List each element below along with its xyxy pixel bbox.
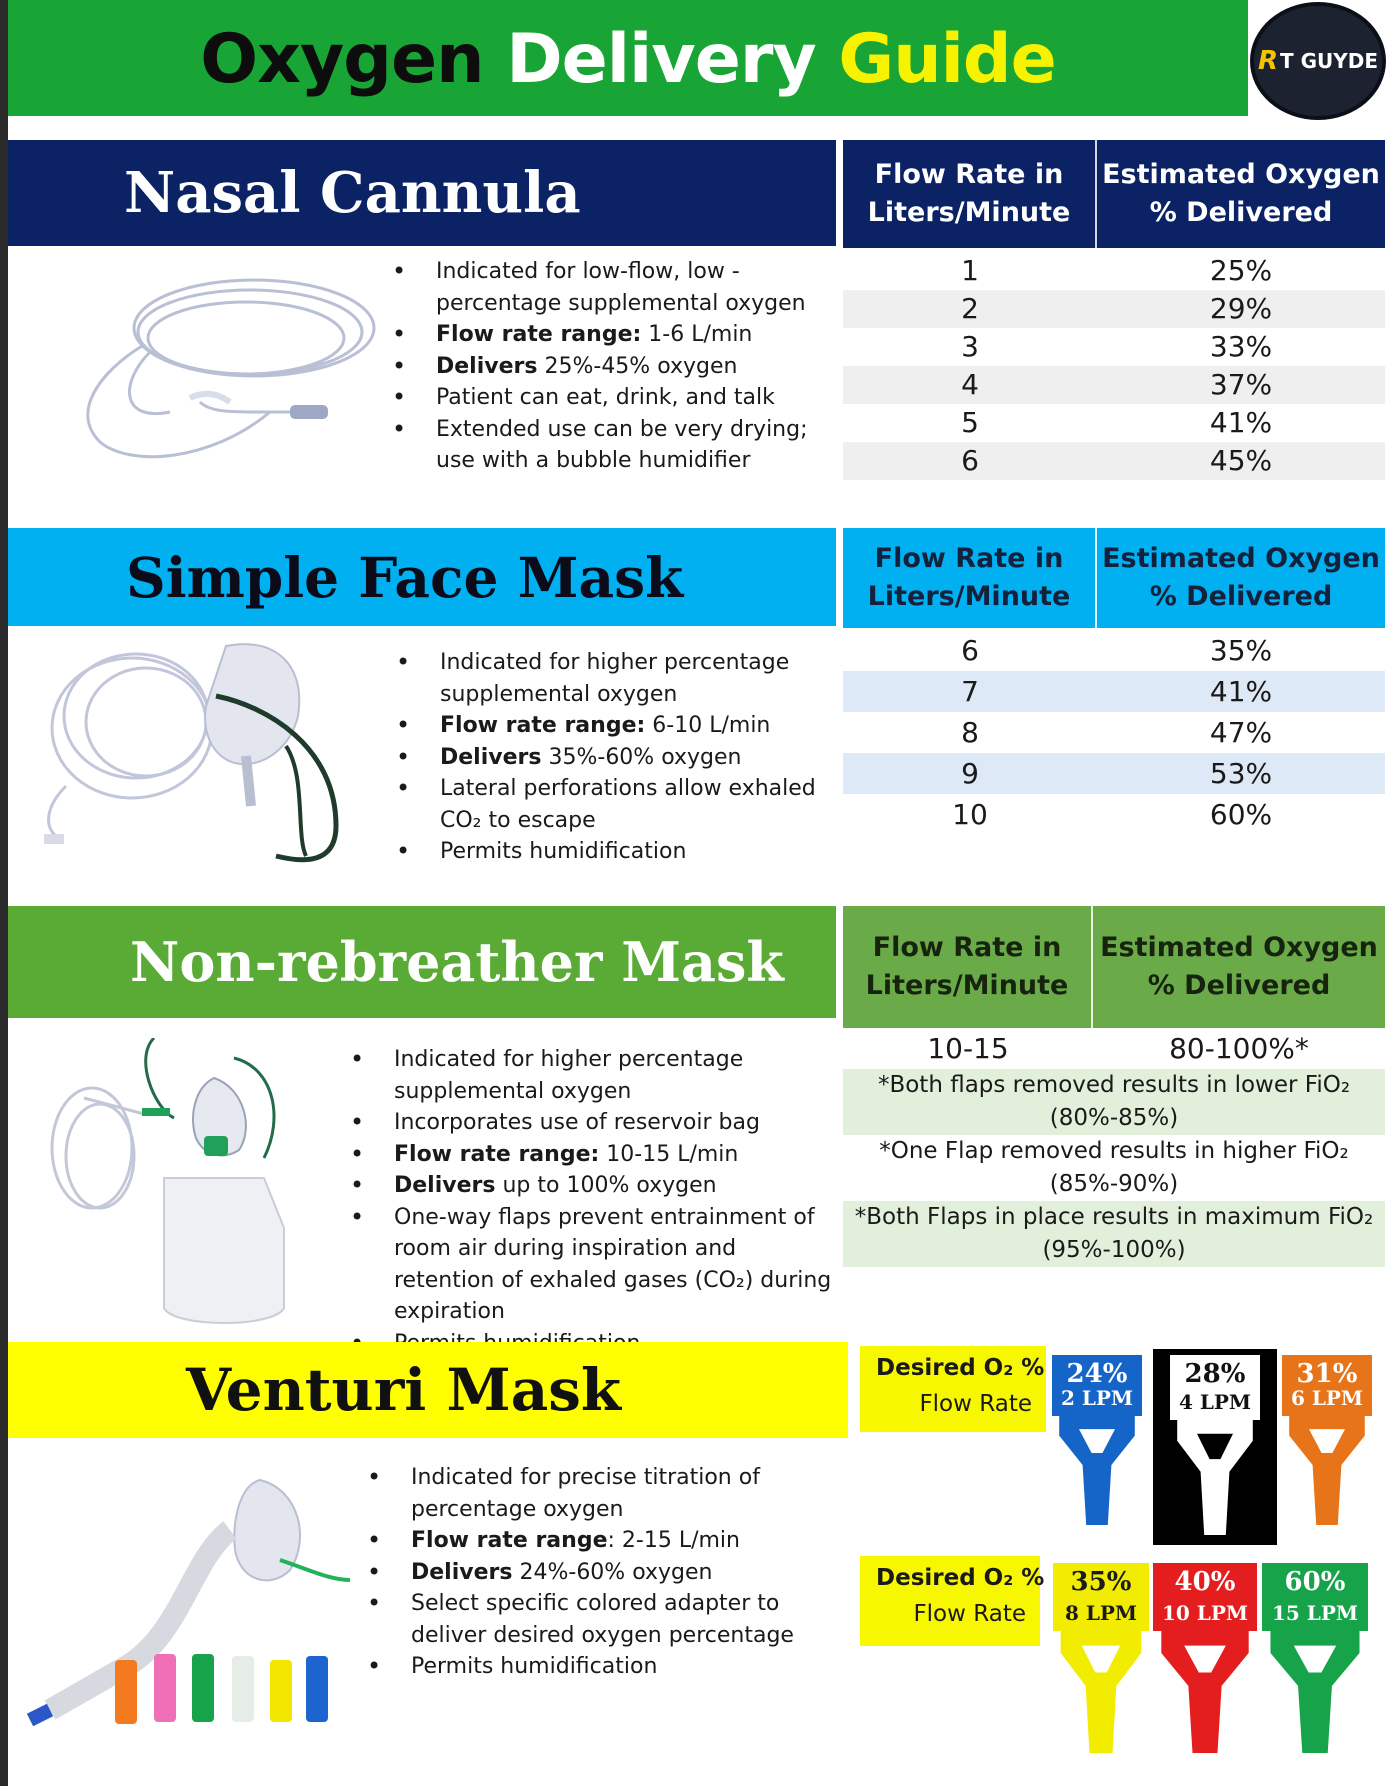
desired-o2-label: Desired O₂ % [876, 1565, 1045, 1591]
nasal-col-oxygen: Estimated Oxygen % Delivered [1102, 159, 1380, 228]
bullet-value: 1-6 L/min [641, 322, 753, 347]
adapter-flow-rate: 8 LPM [1064, 1601, 1138, 1625]
nasal-table-header [843, 140, 1385, 248]
venturi-adapter-40 [1153, 1563, 1257, 1753]
table-row [843, 794, 1385, 835]
title-word-oxygen: Oxygen [200, 20, 484, 99]
venturi-adapter-31 [1282, 1355, 1372, 1525]
oxygen-cell: 41% [1209, 675, 1273, 708]
flow-rate-label: Flow Rate [919, 1391, 1032, 1417]
fio2-note-both-in-place: *Both Flaps in place results in maximum FiO₂ (95%-100%) [843, 1201, 1385, 1267]
list-item: • Incorporates use of reservoir bag [350, 1107, 834, 1139]
bullet-label: Flow rate range [411, 1528, 608, 1553]
nasal-col-flow: Flow Rate in Liters/Minute [843, 140, 1097, 248]
adapter-funnel [1153, 1631, 1257, 1753]
flow-cell: 3 [961, 330, 979, 363]
table-row [843, 252, 1385, 290]
simple-face-mask-banner [8, 528, 836, 626]
bullet-value: : 2-15 L/min [607, 1528, 740, 1553]
bullet-value: 35%-60% oxygen [541, 744, 742, 770]
venturi-bullets [367, 1462, 807, 1683]
adapter-funnel [1282, 1416, 1372, 1525]
flow-cell: 8 [961, 716, 979, 749]
nonrebreather-table-header [843, 906, 1385, 1028]
list-item [396, 742, 836, 774]
bullet-value: 10-15 L/min [599, 1141, 739, 1167]
table-row [843, 328, 1385, 366]
title-word-delivery: Delivery [506, 20, 816, 99]
bullet-label: Flow rate range: [394, 1141, 600, 1167]
table-row [843, 366, 1385, 404]
oxygen-cell: 53% [1209, 757, 1273, 790]
bullet-value: 6-10 L/min [645, 713, 771, 738]
simple-bullets [396, 647, 836, 868]
bullet-label: Delivers [440, 744, 542, 770]
list-item [367, 1525, 807, 1557]
list-item [392, 319, 832, 351]
simple-face-mask-title: Simple Face Mask [126, 544, 684, 610]
adapter-flow-rate: 2 LPM [1060, 1386, 1134, 1410]
venturi-mask-title: Venturi Mask [186, 1356, 622, 1424]
nonrebreather-col-flow: Flow Rate in Liters/Minute [843, 906, 1093, 1028]
flow-cell: 7 [961, 675, 979, 708]
bullet-label: Delivers [394, 1173, 496, 1198]
nonrebreather-col-oxygen: Estimated Oxygen % Delivered [1100, 932, 1378, 1001]
venturi-mask-banner [8, 1342, 848, 1438]
adapter-percent: 28% [1184, 1359, 1246, 1389]
table-row [843, 630, 1385, 671]
bullet-value: 24%-60% oxygen [512, 1559, 713, 1585]
nasal-table-body [843, 252, 1385, 480]
nasal-cannula-banner [8, 140, 836, 246]
adapter-funnel [1262, 1631, 1368, 1753]
venturi-legend-label-top [860, 1346, 1046, 1432]
non-rebreather-image [44, 1038, 304, 1330]
venturi-adapter-24 [1052, 1355, 1142, 1525]
simple-col-oxygen: Estimated Oxygen % Delivered [1102, 543, 1380, 612]
venturi-adapter-35 [1053, 1563, 1149, 1753]
venturi-mask-image [10, 1470, 360, 1750]
table-row [843, 753, 1385, 794]
flow-cell: 10 [952, 798, 988, 831]
oxygen-cell: 29% [1209, 292, 1273, 325]
list-item: • Permits humidification [396, 836, 836, 868]
list-item: • Indicated for low-flow, low - percentage supplemental oxygen [392, 256, 832, 319]
fio2-note-both-removed: *Both flaps removed results in lower FiO₂ (80%-85%) [843, 1069, 1385, 1135]
flow-cell: 10-15 [927, 1032, 1009, 1065]
bullet-label: Delivers [411, 1559, 513, 1585]
table-row [843, 671, 1385, 712]
flow-cell: 2 [961, 292, 979, 325]
oxygen-cell: 37% [1209, 368, 1273, 401]
list-item [350, 1170, 834, 1202]
oxygen-cell: 80-100%* [1169, 1032, 1309, 1065]
adapter-funnel [1053, 1631, 1149, 1753]
fio2-note-one-removed: *One Flap removed results in higher FiO₂ (85%-90%) [879, 1138, 1349, 1197]
list-item: • Indicated for higher percentage supplemental oxygen [396, 647, 836, 710]
simple-table-body [843, 630, 1385, 835]
oxygen-cell: 41% [1209, 406, 1273, 439]
table-row [843, 1031, 1385, 1067]
title-word-guide: Guide [838, 20, 1056, 99]
non-rebreather-title: Non-rebreather Mask [130, 930, 784, 994]
oxygen-cell: 35% [1209, 634, 1273, 667]
flow-cell: 6 [961, 634, 979, 667]
list-item [396, 710, 836, 742]
adapter-percent: 40% [1174, 1567, 1236, 1597]
oxygen-cell: 47% [1209, 716, 1273, 749]
bullet-label: Flow rate range: [440, 713, 646, 738]
list-item [367, 1557, 807, 1589]
venturi-adapter-60 [1262, 1563, 1368, 1753]
oxygen-cell: 45% [1209, 444, 1273, 477]
nasal-cannula-title: Nasal Cannula [124, 160, 581, 226]
nasal-bullets [392, 256, 832, 477]
flow-cell: 9 [961, 757, 979, 790]
adapter-percent: 35% [1070, 1567, 1132, 1597]
list-item [392, 351, 832, 383]
adapter-flow-rate: 4 LPM [1178, 1390, 1252, 1414]
simple-col-flow: Flow Rate in Liters/Minute [843, 528, 1097, 628]
nasal-cannula-image [60, 262, 380, 472]
rt-guyde-logo [1250, 2, 1386, 120]
adapter-percent: 60% [1284, 1567, 1346, 1597]
adapter-percent: 31% [1296, 1359, 1358, 1389]
adapter-flow-rate: 6 LPM [1290, 1386, 1364, 1410]
flow-cell: 5 [961, 406, 979, 439]
flow-cell: 4 [961, 368, 979, 401]
list-item: • Indicated for higher percentage supplemental oxygen [350, 1044, 834, 1107]
table-row [843, 442, 1385, 480]
adapter-percent: 24% [1066, 1359, 1128, 1389]
logo-text: T GUYDE [1280, 49, 1379, 73]
list-item [350, 1139, 834, 1171]
venturi-adapter-28 [1170, 1355, 1260, 1535]
adapter-flow-rate: 10 LPM [1161, 1601, 1249, 1625]
list-item: • Indicated for precise titration of percentage oxygen [367, 1462, 807, 1525]
table-row [843, 404, 1385, 442]
list-item: • Patient can eat, drink, and talk [392, 382, 832, 414]
flow-cell: 6 [961, 444, 979, 477]
oxygen-cell: 25% [1209, 254, 1273, 287]
adapter-funnel [1170, 1420, 1260, 1535]
bullet-label: Flow rate range: [436, 322, 642, 347]
non-rebreather-banner [8, 906, 836, 1018]
oxygen-cell: 60% [1209, 798, 1273, 831]
nonrebreather-bullets [350, 1044, 834, 1359]
logo-r: R [1257, 46, 1278, 76]
adapter-funnel [1052, 1416, 1142, 1525]
simple-face-mask-image [36, 636, 376, 872]
table-row [843, 712, 1385, 753]
bullet-label: Delivers [436, 353, 538, 379]
table-row [843, 290, 1385, 328]
desired-o2-label: Desired O₂ % [876, 1355, 1045, 1381]
list-item: • One-way flaps prevent entrainment of room air during inspiration and retention of exhaled gases (CO₂) during expiration [350, 1202, 834, 1328]
simple-table-header [843, 528, 1385, 628]
venturi-legend-label-bottom [860, 1556, 1045, 1646]
flow-cell: 1 [961, 254, 979, 287]
bullet-value: up to 100% oxygen [495, 1173, 717, 1198]
list-item: • Permits humidification [367, 1651, 807, 1683]
list-item: • Select specific colored adapter to deliver desired oxygen percentage [367, 1588, 807, 1651]
adapter-flow-rate: 15 LPM [1271, 1601, 1359, 1625]
flow-rate-label: Flow Rate [913, 1601, 1026, 1627]
bullet-value: 25%-45% oxygen [537, 353, 738, 379]
list-item: • Lateral perforations allow exhaled CO₂ to escape [396, 773, 836, 836]
list-item: • Extended use can be very drying; use with a bubble humidifier [392, 414, 832, 477]
page-title [8, 10, 1248, 110]
left-edge-bar [0, 0, 8, 1786]
oxygen-cell: 33% [1209, 330, 1273, 363]
